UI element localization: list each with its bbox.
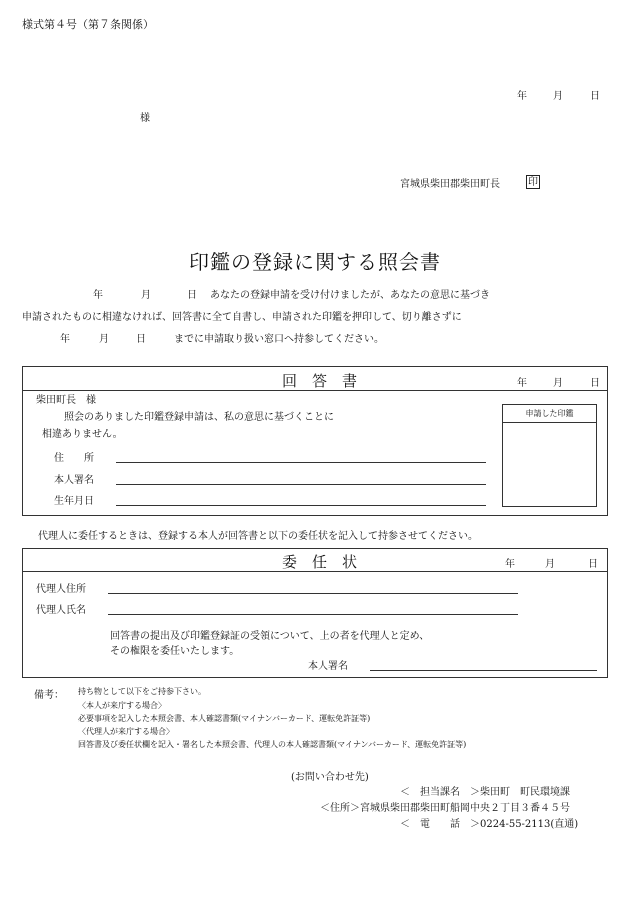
reply-birthdate-label: 生年月日 xyxy=(54,496,94,507)
notes-label: 備考： xyxy=(34,690,64,701)
intro-line1: あなたの登録申請を受け付けましたが、あなたの意思に基づき xyxy=(210,290,490,301)
issuer-name: 宮城県柴田郡柴田町長 xyxy=(400,179,500,190)
delegation-title: 委 任 状 xyxy=(282,553,358,571)
proxy-note: 代理人に委任するときは、登録する本人が回答書と以下の委任状を記入して持参させてください。 xyxy=(38,531,478,542)
page-title: 印鑑の登録に関する照会書 xyxy=(189,250,441,274)
seal-box-divider xyxy=(502,422,597,423)
seal-box-label: 申請した印鑑 xyxy=(525,409,574,418)
seal-impression-box[interactable] xyxy=(502,404,597,507)
intro-line3: までに申請取り扱い窓口へ持参してください。 xyxy=(174,334,384,345)
reply-birthdate-field[interactable] xyxy=(116,505,486,506)
reply-title: 回 答 書 xyxy=(282,372,358,390)
notes-line5: 回答書及び委任状欄を記入・署名した本照会書、代理人の本人確認書類(マイナンバーカード、運転免許証等) xyxy=(78,740,467,749)
reply-date-month: 月 xyxy=(553,378,563,389)
notes-line1: 持ち物として以下をご持参下さい。 xyxy=(78,687,206,696)
reply-date-year: 年 xyxy=(517,378,527,389)
delegation-date-year: 年 xyxy=(505,559,515,570)
delegation-body-line2: その権限を委任いたします。 xyxy=(110,646,240,657)
deadline-day: 日 xyxy=(136,334,146,345)
reply-signature-label: 本人署名 xyxy=(54,475,94,486)
proxy-address-label: 代理人住所 xyxy=(36,584,86,595)
addressee-suffix: 様 xyxy=(140,113,150,124)
header-date-month: 月 xyxy=(553,91,563,102)
reply-date-day: 日 xyxy=(590,378,600,389)
reply-address-label: 住 所 xyxy=(54,453,94,464)
notes-line3: 必要事項を記入した本照会書、本人確認書類(マイナンバーカード、運転免許証等) xyxy=(78,714,371,723)
issuer-seal: 印 xyxy=(528,177,538,188)
notes-line2: 〈本人が来庁する場合〉 xyxy=(78,701,166,710)
contact-phone: ＜ 電 話 ＞0224-55-2113(直通) xyxy=(400,819,579,830)
reply-body-line2: 相違ありません。 xyxy=(42,429,123,440)
delegation-date-month: 月 xyxy=(545,559,555,570)
contact-heading: (お問い合わせ先) xyxy=(291,772,369,783)
deadline-month: 月 xyxy=(99,334,109,345)
delegation-date-day: 日 xyxy=(588,559,598,570)
delegation-signature-field[interactable] xyxy=(370,670,597,671)
reply-signature-field[interactable] xyxy=(116,484,486,485)
reply-address-field[interactable] xyxy=(116,462,486,463)
header-date-day: 日 xyxy=(590,91,600,102)
proxy-address-field[interactable] xyxy=(108,593,518,594)
reply-body-line1: 照会のありました印鑑登録申請は、私の意思に基づくことに xyxy=(64,412,334,423)
proxy-name-field[interactable] xyxy=(108,614,518,615)
reply-addressee: 柴田町長 様 xyxy=(36,395,96,406)
delegation-body-line1: 回答書の提出及び印鑑登録証の受領について、上の者を代理人と定め、 xyxy=(110,631,430,642)
intro-day: 日 xyxy=(187,290,197,301)
intro-year: 年 xyxy=(93,290,103,301)
contact-department: ＜ 担当課名 ＞柴田町 町民環境課 xyxy=(400,787,570,798)
deadline-year: 年 xyxy=(60,334,70,345)
notes-line4: 〈代理人が来庁する場合〉 xyxy=(78,727,174,736)
form-number: 様式第４号（第７条関係） xyxy=(22,18,154,31)
contact-address: ＜住所＞宮城県柴田郡柴田町船岡中央２丁目３番４５号 xyxy=(320,803,570,814)
header-date-year: 年 xyxy=(517,91,527,102)
intro-month: 月 xyxy=(141,290,151,301)
proxy-name-label: 代理人氏名 xyxy=(36,605,86,616)
intro-line2: 申請されたものに相違なければ、回答書に全て自書し、申請された印鑑を押印して、切り離さずに xyxy=(22,312,462,323)
delegation-signature-label: 本人署名 xyxy=(308,661,348,672)
